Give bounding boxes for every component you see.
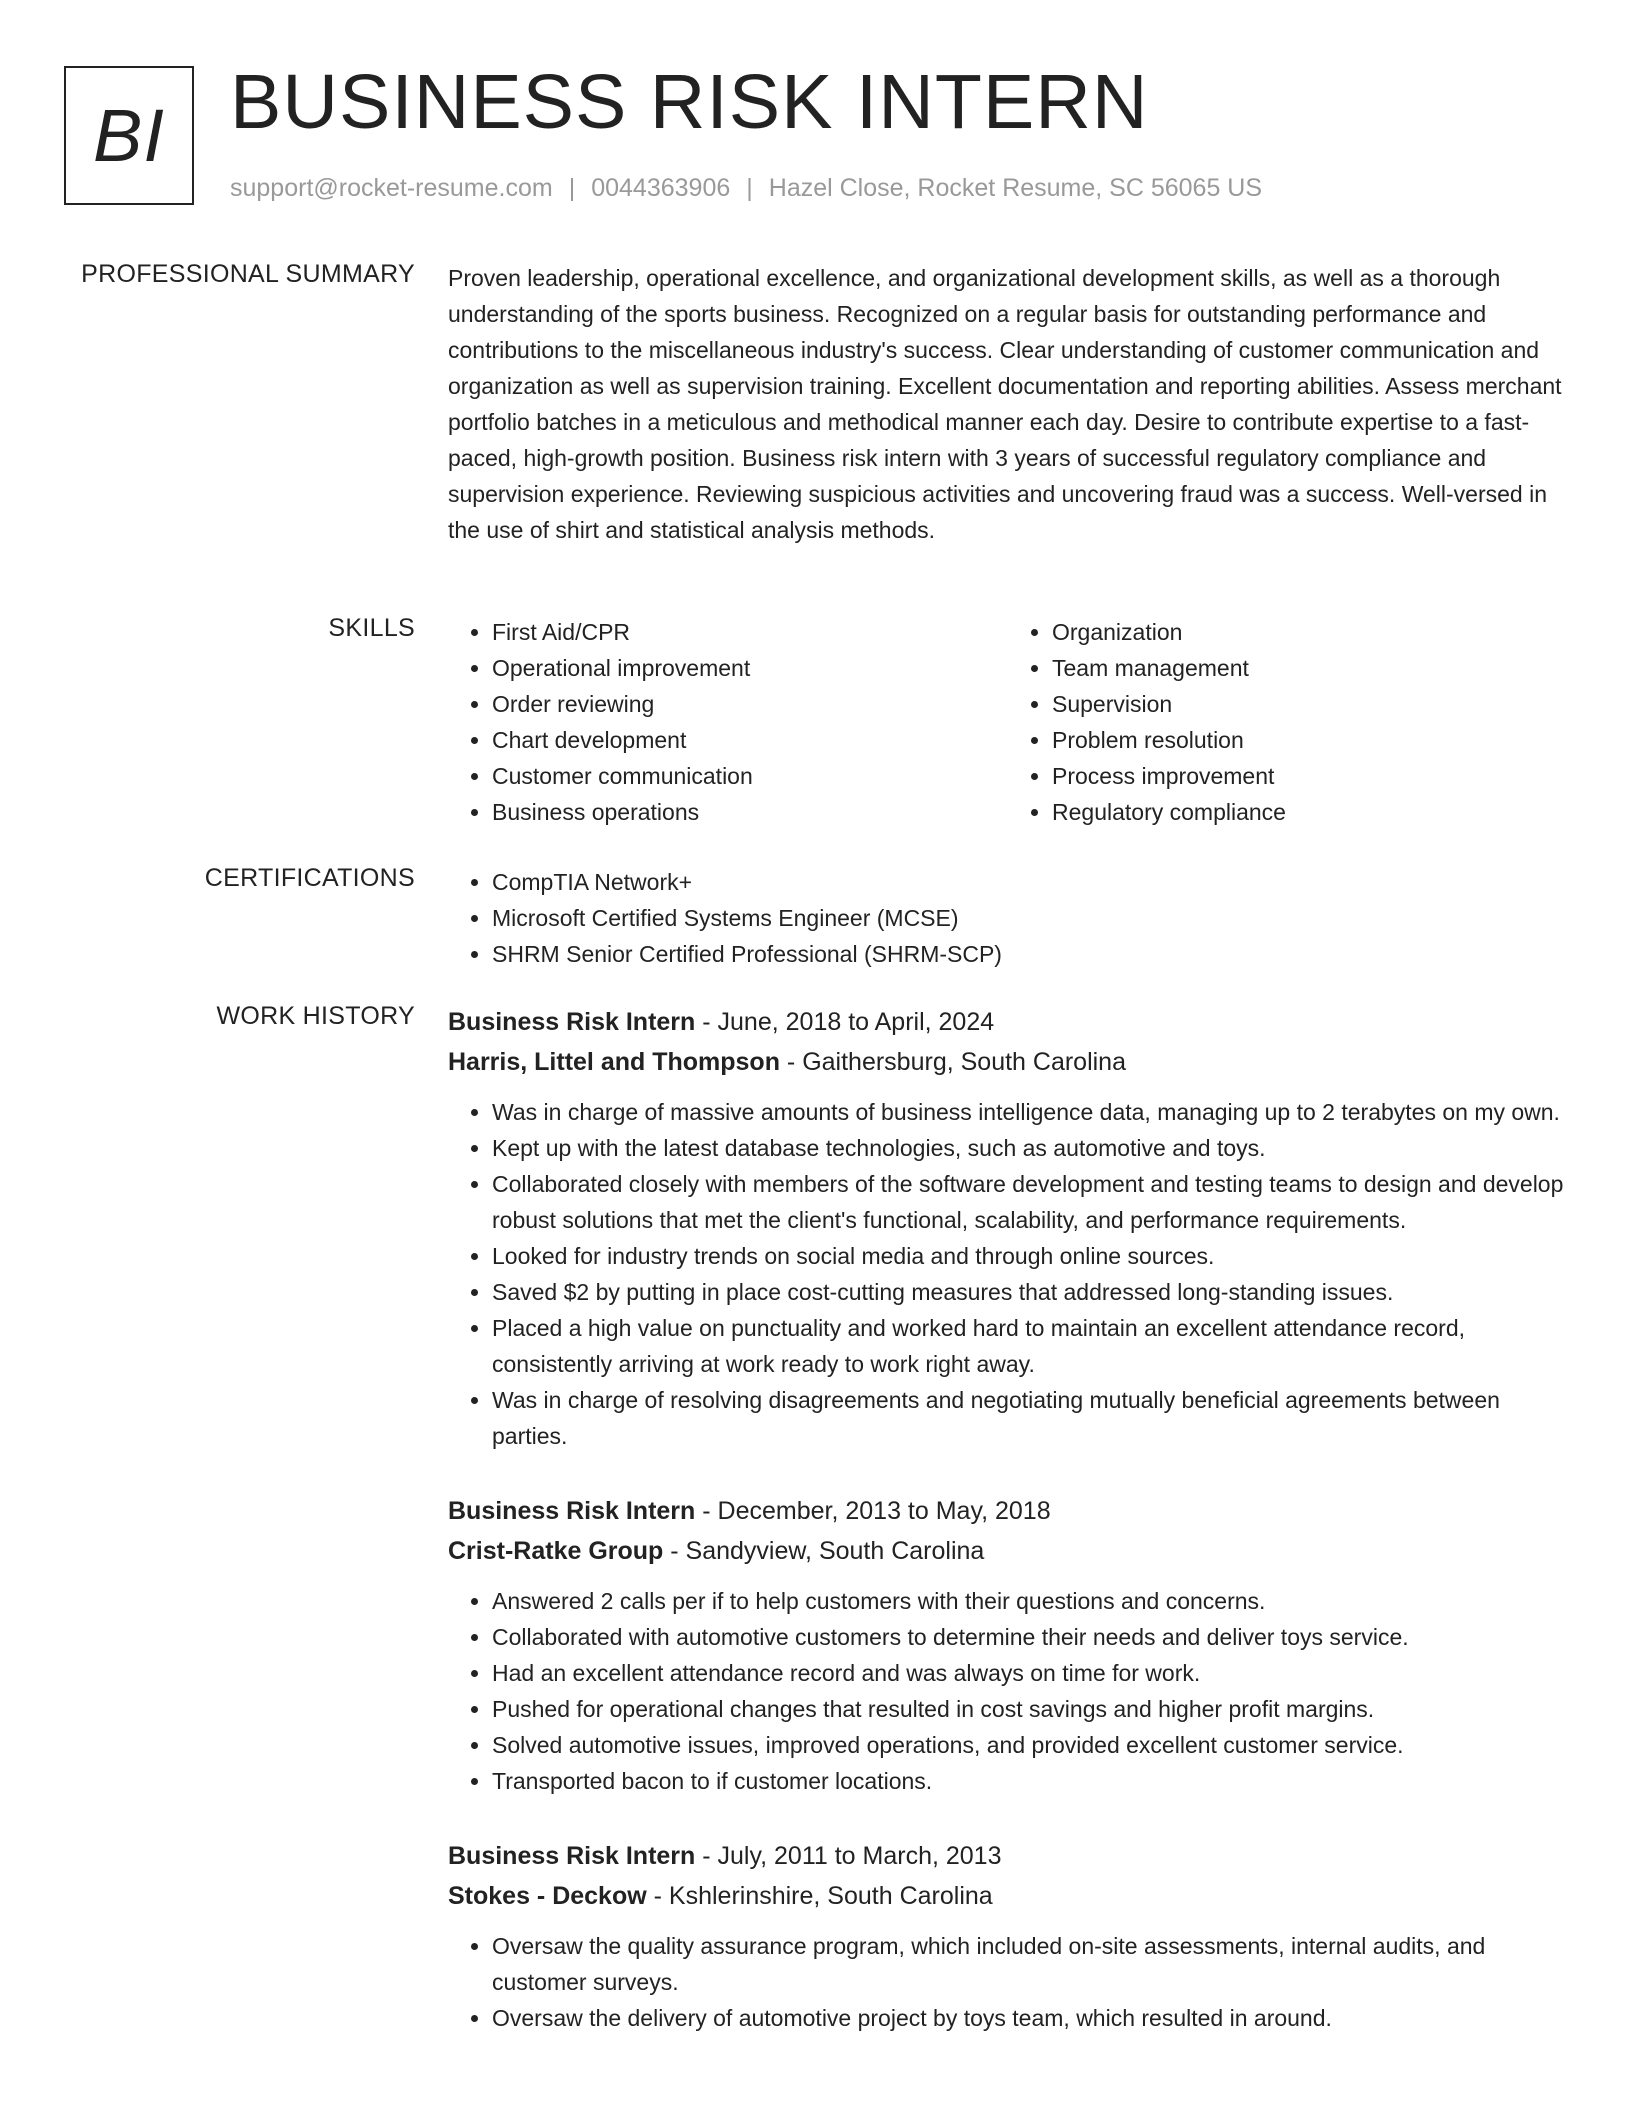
job-title-line [448, 1491, 1568, 1531]
job-bullet: • Kept up with the latest database technologies, such as automotive and toys. [492, 1130, 1568, 1166]
job-bullet: • Solved automotive issues, improved operations, and provided excellent customer service. [492, 1727, 1568, 1763]
skill-item: • Customer communication [492, 758, 1008, 794]
skills-list-left [448, 614, 1008, 830]
contact-email: support@rocket-resume.com [230, 174, 553, 202]
skill-item: • Supervision [1052, 686, 1568, 722]
skill-item: • Chart development [492, 722, 1008, 758]
job-dates: - July, 2011 to March, 2013 [695, 1842, 1002, 1870]
job-bullet: • Oversaw the delivery of automotive project by toys team, which resulted in around. [492, 2000, 1568, 2036]
contact-separator: | [568, 174, 576, 202]
job-bullet: • Saved $2 by putting in place cost-cutting measures that addressed long-standing issues. [492, 1274, 1568, 1310]
job-bullet: • Had an excellent attendance record and was always on time for work. [492, 1655, 1568, 1691]
skill-item: • Regulatory compliance [1052, 794, 1568, 830]
job-entry [448, 1002, 1568, 1454]
job-title: Business Risk Intern [448, 1842, 696, 1870]
page-title: BUSINESS RISK INTERN [230, 59, 1149, 145]
job-bullet: • Answered 2 calls per if to help customers with their questions and concerns. [492, 1583, 1568, 1619]
job-location: - Kshlerinshire, South Carolina [646, 1882, 993, 1910]
skill-item: • Business operations [492, 794, 1008, 830]
skill-item: • Team management [1052, 650, 1568, 686]
section-label: SKILLS [328, 614, 415, 642]
job-company: Harris, Littel and Thompson [448, 1048, 780, 1076]
monogram-logo: BI [64, 66, 194, 205]
skill-item: • Problem resolution [1052, 722, 1568, 758]
job-bullet: • Pushed for operational changes that resulted in cost savings and higher profit margins. [492, 1691, 1568, 1727]
job-bullet: • Placed a high value on punctuality and worked hard to maintain an excellent attendance record, consistently arriving at work ready to work right away. [492, 1310, 1568, 1382]
skills-list-right [1008, 614, 1568, 830]
job-title: Business Risk Intern [448, 1008, 696, 1036]
job-bullets [448, 1583, 1568, 1799]
skill-item: • Organization [1052, 614, 1568, 650]
job-title-line [448, 1836, 1568, 1876]
job-location: - Sandyview, South Carolina [663, 1537, 985, 1565]
job-location: - Gaithersburg, South Carolina [779, 1048, 1126, 1076]
section-label: CERTIFICATIONS [204, 864, 415, 892]
job-bullet: • Looked for industry trends on social media and through online sources. [492, 1238, 1568, 1274]
resume-header [64, 59, 1572, 211]
contact-phone: 0044363906 [591, 174, 731, 202]
skill-item: • Operational improvement [492, 650, 1008, 686]
job-bullet: • Transported bacon to if customer locations. [492, 1763, 1568, 1799]
certification-item: • CompTIA Network+ [492, 864, 1568, 900]
job-bullet: • Oversaw the quality assurance program, which included on-site assessments, internal audits, and customer surveys. [492, 1928, 1568, 2000]
section-label: PROFESSIONAL SUMMARY [81, 260, 415, 288]
job-bullet: • Was in charge of resolving disagreements and negotiating mutually beneficial agreements between parties. [492, 1382, 1568, 1454]
job-company-line [448, 1531, 1568, 1571]
job-company-line [448, 1042, 1568, 1082]
job-bullet: • Collaborated with automotive customers to determine their needs and deliver toys service. [492, 1619, 1568, 1655]
skill-item: • Process improvement [1052, 758, 1568, 794]
job-bullet: • Was in charge of massive amounts of business intelligence data, managing up to 2 terabytes on my own. [492, 1094, 1568, 1130]
job-entry [448, 1491, 1568, 1799]
job-bullets [448, 1094, 1568, 1454]
job-company: Crist-Ratke Group [448, 1537, 664, 1565]
job-bullets [448, 1928, 1568, 2036]
job-dates: - June, 2018 to April, 2024 [695, 1008, 995, 1036]
job-bullet: • Collaborated closely with members of the software development and testing teams to design and develop robust solutions that met the client's functional, scalability, and performance requirements. [492, 1166, 1568, 1238]
job-dates: - December, 2013 to May, 2018 [695, 1497, 1051, 1525]
job-title: Business Risk Intern [448, 1497, 696, 1525]
certifications-list [448, 864, 1568, 972]
job-title-line [448, 1002, 1568, 1042]
job-company: Stokes - Deckow [448, 1882, 647, 1910]
job-entry [448, 1836, 1568, 2036]
skill-item: • First Aid/CPR [492, 614, 1008, 650]
certification-item: • Microsoft Certified Systems Engineer (MCSE) [492, 900, 1568, 936]
job-company-line [448, 1876, 1568, 1916]
section-label: WORK HISTORY [216, 1002, 415, 1030]
contact-line [230, 174, 1262, 203]
certification-item: • SHRM Senior Certified Professional (SHRM-SCP) [492, 936, 1568, 972]
skill-item: • Order reviewing [492, 686, 1008, 722]
contact-separator: | [746, 174, 753, 202]
contact-address: Hazel Close, Rocket Resume, SC 56065 US [768, 174, 1263, 202]
summary-text: Proven leadership, operational excellence, and organizational development skills, as well as a thorough understanding of the sports business. Recognized on a regular basis for outstanding performance and contributions to the miscellaneous industry's success. Clear understanding of customer communication and organization as well as supervision training. Excellent documentation and reporting abilities. Assess merchant portfolio batches in a meticulous and methodical manner each day. Desire to contribute expertise to a fast-paced, high-growth position. Business risk intern with 3 years of successful regulatory compliance and supervision experience. Reviewing suspicious activities and uncovering fraud was a success. Well-versed in the use of shirt and statistical analysis methods. [448, 265, 1562, 543]
